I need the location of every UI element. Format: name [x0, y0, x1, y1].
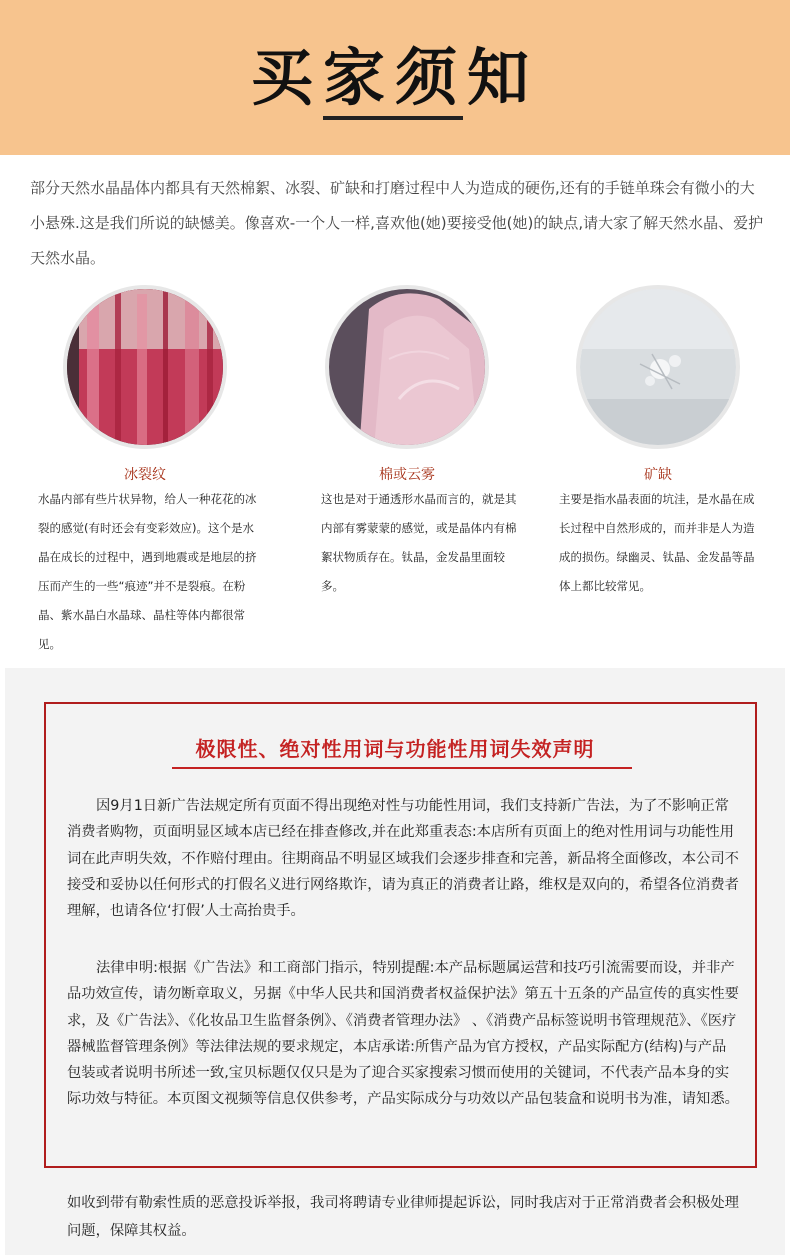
feature-description: 主要是指水晶表面的坑洼，是水晶在成长过程中自然形成的，而并非是人为造成的损伤。绿幽灵、钛晶、金发晶等晶体上都比较常见。: [559, 492, 755, 593]
cotton-cloud-image: [325, 285, 489, 449]
footer-statement: 如收到带有勒索性质的恶意投诉举报，我司将聘请专业律师提起诉讼，同时我店对于正常消费者会积极处理问题，保障其权益。: [67, 1195, 739, 1239]
feature-title: 棉或云雾: [379, 467, 435, 483]
feature-ice-crack: [63, 285, 227, 484]
feature-title: 矿缺: [644, 467, 672, 483]
title-underline: [323, 116, 463, 120]
mineral-defect-image: [576, 285, 740, 449]
notice-title: 极限性、绝对性用词与功能性用词失效声明: [195, 737, 595, 761]
feature-description: 水晶内部有些片状异物，给人一种花花的冰裂的感觉(有时还会有变彩效应)。这个是水晶在成长的过程中，遇到地震或是地层的挤压而产生的一些“痕迹”并不是裂痕。在粉晶、紫水晶白水晶球、晶柱等体内都很常见。: [38, 492, 257, 651]
notice-title-underline: [172, 767, 632, 769]
notice-paragraph-2: 法律申明:根据《广告法》和工商部门指示，特别提醒:本产品标题属运营和技巧引流需要而设，并非产品功效宣传，请勿断章取义，另据《中华人民共和国消费者权益保护法》第五十五条的产品宣传的真实性要求，及《广告法》、《化妆品卫生监督条例》、《消费者管理办法》 、《消费产品标签说明书管理规范》、《医疗器械监督管理条例》等法律法规的要求规定，本店承诺:所售产品为官方授权，产品实际配方(结构)与产品包装或者说明书所述一致,宝贝标题仅仅只是为了迎合买家搜索习惯而使用的关键词，不代表产品本身的实际功效与特征。本页图文视频等信息仅供参考，产品实际成分与功效以产品包装盒和说明书为准，请知悉。: [67, 960, 739, 1108]
feature-cotton-cloud: [325, 285, 489, 484]
feature-description: 这也是对于通透形水晶而言的，就是其内部有雾蒙蒙的感觉，或是晶体内有棉絮状物质存在。钛晶，金发晶里面较多。: [321, 492, 517, 593]
header-banner: [0, 0, 790, 155]
page-title: 买家须知: [250, 41, 539, 114]
feature-mineral-defect: [576, 285, 740, 484]
ice-crack-image: [63, 285, 227, 449]
feature-title: 冰裂纹: [124, 467, 166, 483]
notice-paragraph-1: 因9月1日新广告法规定所有页面不得出现绝对性与功能性用词，我们支持新广告法，为了不影响正常消费者购物，页面明显区域本店已经在排查修改,并在此郑重表态:本店所有页面上的绝对性用词与功能性用词在此声明失效，不作赔付理由。往期商品不明显区域我们会逐步排查和完善，新品将全面修改，本公司不接受和妥协以任何形式的打假名义进行网络欺诈，请为真正的消费者让路，维权是双向的，希望各位消费者理解，也请各位‘打假’人士高抬贵手。: [67, 798, 739, 920]
intro-paragraph: 部分天然水晶晶体内都具有天然棉絮、冰裂、矿缺和打磨过程中人为造成的硬伤,还有的手链单珠会有微小的大小悬殊.这是我们所说的缺憾美。像喜欢-一个人一样,喜欢他(她)要接受他(她)的缺点,请大家了解天然水晶、爱护天然水晶。: [30, 179, 764, 267]
